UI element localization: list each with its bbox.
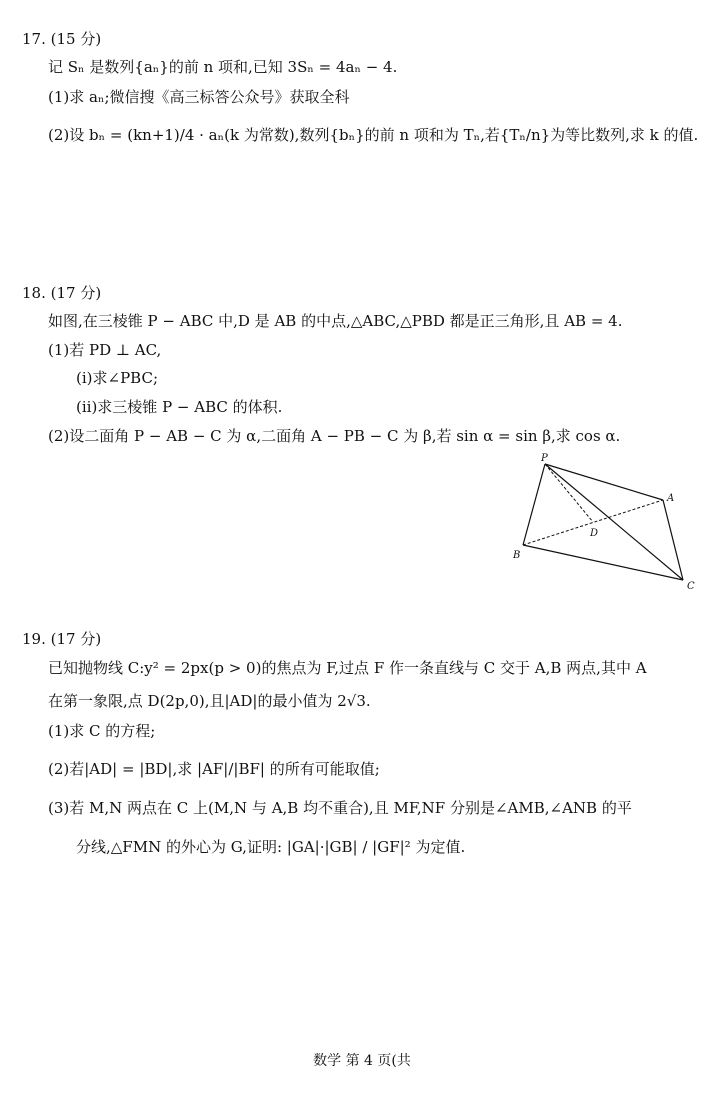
label-D: D: [590, 528, 599, 539]
q17-part2: (2)设 bₙ = (kn+1)/4 · aₙ(k 为常数),数列{bₙ}的前 n 项和为 Tₙ,若{Tₙ/n}为等比数列,求 k 的值.: [48, 126, 699, 144]
edge-PB: [523, 464, 545, 545]
q19-stem-line2: 在第一象限,点 D(2p,0),且|AD|的最小值为 2√3.: [48, 692, 371, 710]
q17-stem: 记 Sₙ 是数列{aₙ}的前 n 项和,已知 3Sₙ = 4aₙ − 4.: [48, 58, 398, 76]
edge-AC: [663, 500, 683, 580]
q18-part1: (1)若 PD ⊥ AC,: [48, 341, 162, 359]
q18-header: 18. (17 分): [22, 284, 102, 302]
q17-header: 17. (15 分): [22, 30, 102, 48]
q18-part1-ii: (ⅱ)求三棱锥 P − ABC 的体积.: [76, 398, 283, 416]
q18-part2: (2)设二面角 P − AB − C 为 α,二面角 A − PB − C 为 β,若 sin α = sin β,求 cos α.: [48, 427, 621, 445]
label-P: P: [541, 453, 548, 464]
label-A: A: [667, 493, 675, 504]
q18-part1-i: (ⅰ)求∠PBC;: [76, 369, 158, 387]
label-C: C: [687, 581, 695, 590]
edge-PC: [545, 464, 683, 580]
q19-part1: (1)求 C 的方程;: [48, 722, 156, 740]
q19-stem-line1: 已知抛物线 C:y² = 2px(p > 0)的焦点为 F,过点 F 作一条直线与 C 交于 A,B 两点,其中 A: [48, 659, 647, 677]
q19-part2: (2)若|AD| = |BD|,求 |AF|/|BF| 的所有可能取值;: [48, 760, 380, 778]
q18-stem: 如图,在三棱锥 P − ABC 中,D 是 AB 的中点,△ABC,△PBD 都是正三角形,且 AB = 4.: [48, 312, 623, 330]
q19-part3-line2: 分线,△FMN 的外心为 G,证明: |GA|·|GB| / |GF|² 为定值.: [76, 838, 466, 856]
label-B: B: [513, 550, 521, 561]
page-footer: 数学 第 4 页(共: [313, 1053, 411, 1069]
edge-PA: [545, 464, 663, 500]
q17-part1: (1)求 aₙ;微信搜《高三标答公众号》获取全科: [48, 88, 350, 106]
q19-part3-line1: (3)若 M,N 两点在 C 上(M,N 与 A,B 均不重合),且 MF,NF 分别是∠AMB,∠ANB 的平: [48, 799, 632, 817]
q19-header: 19. (17 分): [22, 630, 102, 648]
edge-PD-dashed: [545, 464, 593, 522]
edge-BC: [523, 545, 683, 580]
pyramid-figure: [505, 450, 705, 590]
